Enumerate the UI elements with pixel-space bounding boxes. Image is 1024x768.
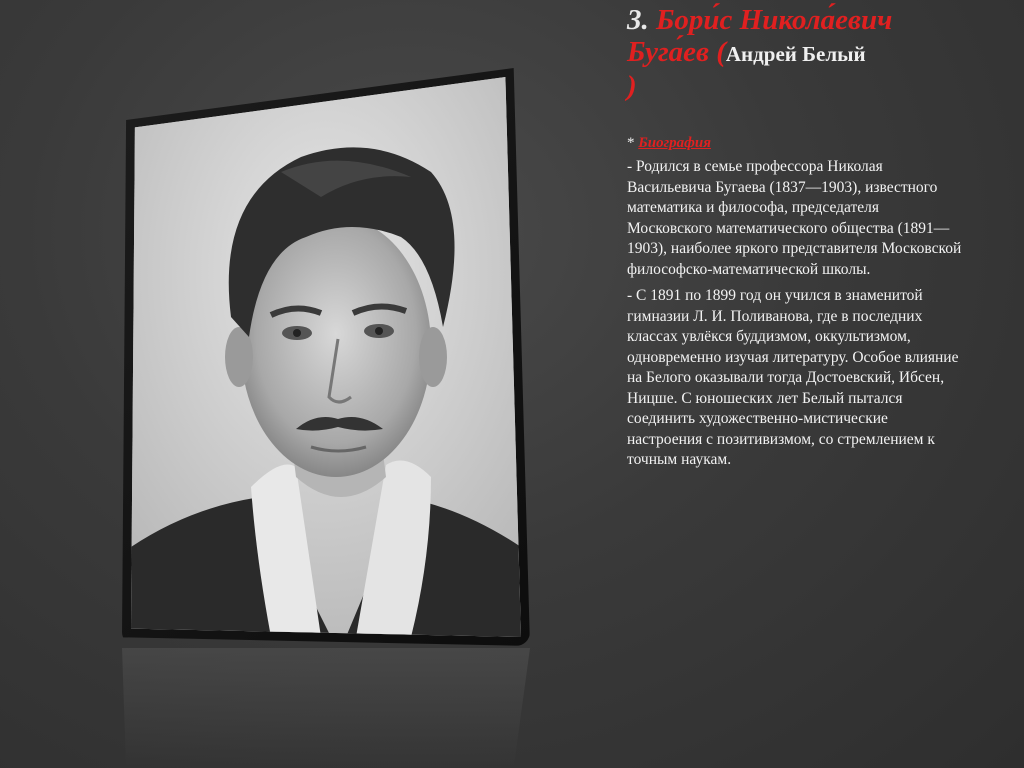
bio-paragraph-2: - С 1891 по 1899 год он учился в знаменитой гимназии Л. И. Поливанова, где в последних классах увлёкся буддизмом, оккультизмом, одновременно изучая литературу. Особое влияние на Белого оказывали тогда Достоевский, Ибсен, Ницше. С юношеских лет Белый пытался соединить художественно-мистические настроения с позитивизмом, со стремлением к точным наукам. xyxy=(627,287,959,468)
title-pseudonym: Андрей Белый xyxy=(725,42,866,66)
portrait-photo xyxy=(131,77,521,637)
title-number: 3. xyxy=(627,4,649,36)
biography-link[interactable]: Биография xyxy=(638,135,711,151)
slide-title xyxy=(627,4,967,102)
portrait-photo-frame xyxy=(122,68,530,646)
text-column xyxy=(627,4,967,471)
portrait-image xyxy=(131,77,521,637)
bullet-marker: * xyxy=(627,135,635,151)
biography-heading xyxy=(627,134,967,153)
title-close: ) xyxy=(627,70,637,102)
bio-paragraph-1: - Родился в семье профессора Николая Васильевича Бугаева (1837—1903), известного математика и философа, председателя Московского математического общества (1891—1903), наиболее яркого представителя Московской философско-математической школы. xyxy=(627,158,962,278)
portrait-reflection xyxy=(122,648,530,768)
title-name: Бори́с Никола́евич Буга́ев ( xyxy=(627,4,893,68)
